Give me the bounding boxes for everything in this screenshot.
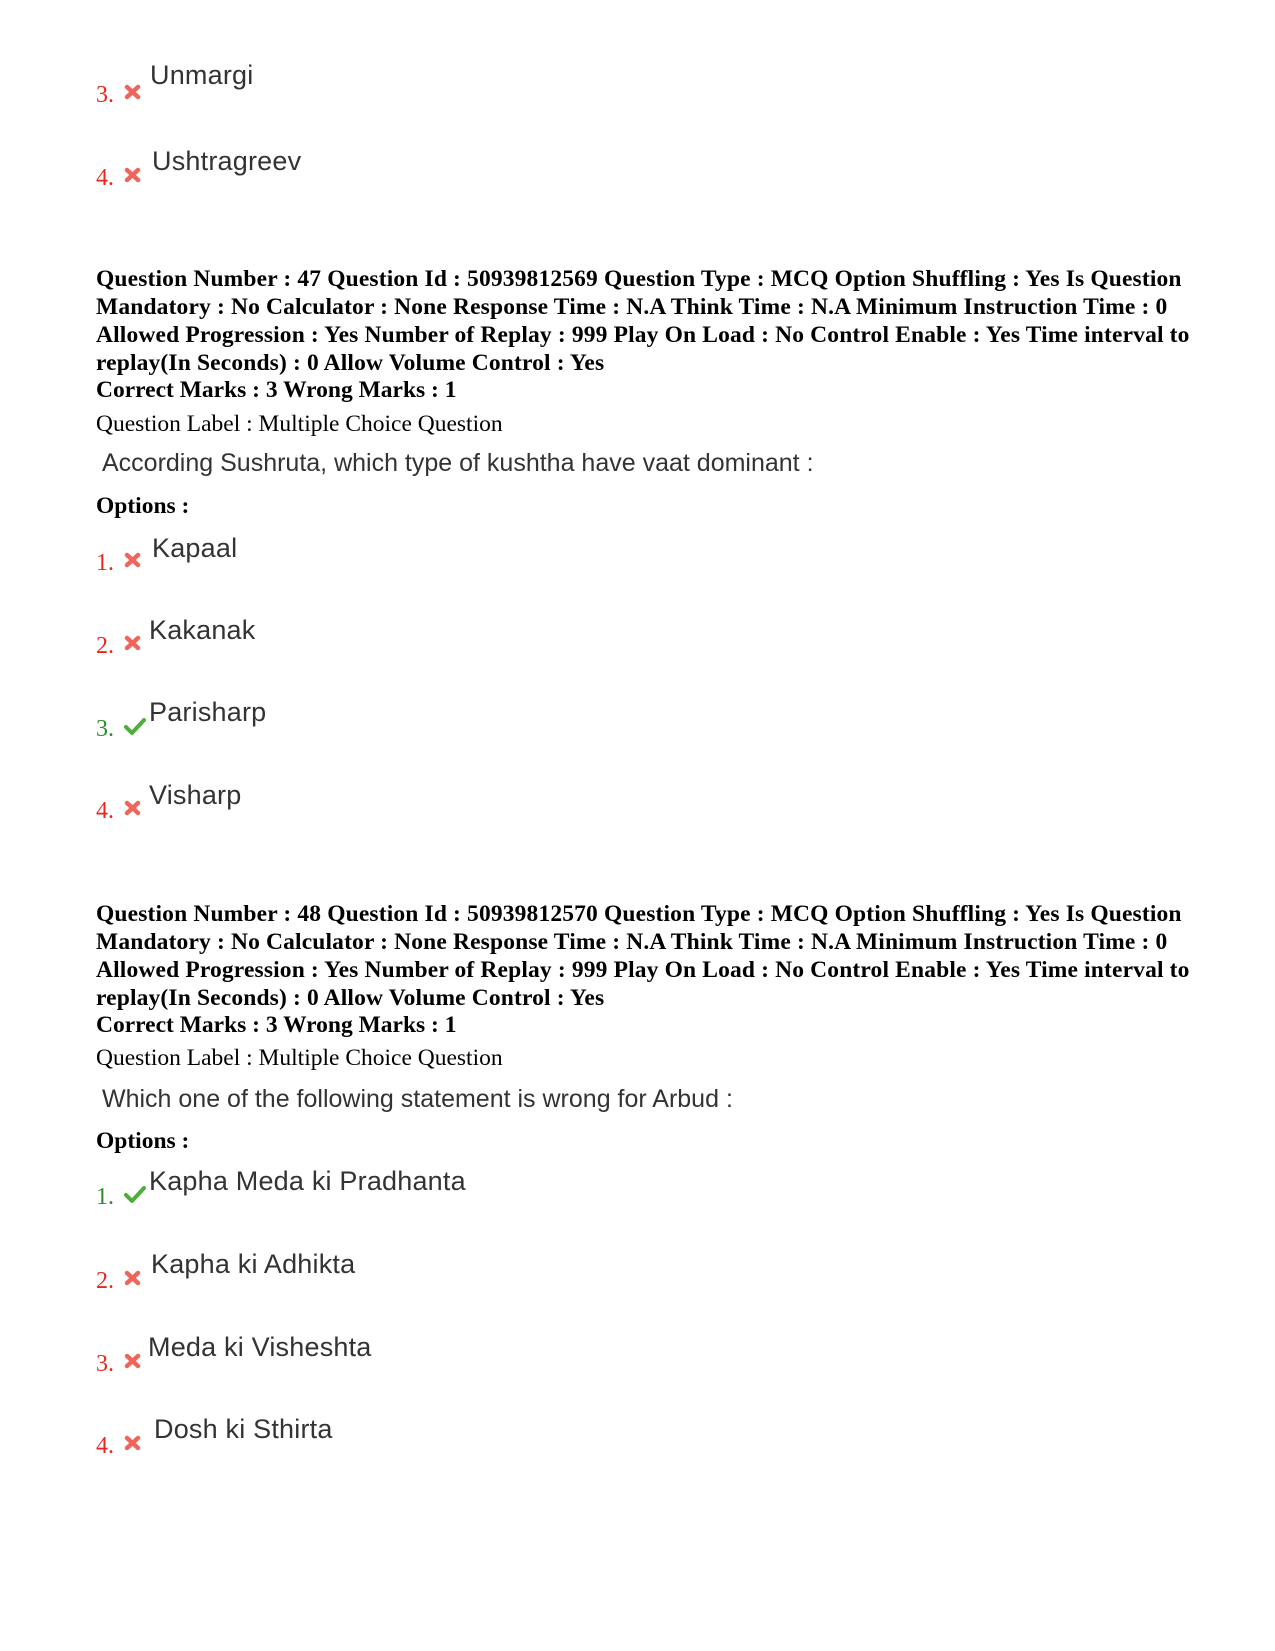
option-item [96, 780, 696, 830]
options-label: Options : [96, 493, 190, 519]
question-label: Question Label : Multiple Choice Question [96, 411, 503, 437]
option-text: Parisharp [149, 697, 267, 727]
option-number: 2. [96, 633, 114, 659]
cross-icon [123, 798, 143, 818]
option-item [96, 533, 696, 583]
option-item [96, 1332, 696, 1382]
cross-icon [123, 165, 143, 185]
option-text: Dosh ki Sthirta [154, 1414, 333, 1444]
option-text: Unmargi [150, 60, 254, 90]
option-text: Kapaal [152, 533, 238, 563]
option-item [96, 1249, 696, 1299]
option-text: Meda ki Visheshta [148, 1332, 372, 1362]
question-meta: Question Number : 48 Question Id : 50939812570 Question Type : MCQ Option Shuffling : Yes Is Question Mandatory : No Calculator : None Response Time : N.A Think Time : N.A Minimum Instruction Time : 0 Allowed Progression : Yes Number of Replay : 999 Play On Load : No Control Enable : Yes Time interval to replay(In Seconds) : 0 Allow Volume Control : Yes [96, 901, 1190, 1011]
check-icon [123, 1184, 147, 1204]
cross-icon [123, 1268, 143, 1288]
option-text: Kakanak [149, 615, 256, 645]
option-number: 1. [96, 1184, 114, 1210]
option-number: 3. [96, 82, 114, 108]
cross-icon [123, 82, 143, 102]
question-meta: Question Number : 47 Question Id : 50939812569 Question Type : MCQ Option Shuffling : Yes Is Question Mandatory : No Calculator : None Response Time : N.A Think Time : N.A Minimum Instruction Time : 0 Allowed Progression : Yes Number of Replay : 999 Play On Load : No Control Enable : Yes Time interval to replay(In Seconds) : 0 Allow Volume Control : Yes [96, 266, 1190, 376]
cross-icon [123, 550, 143, 570]
option-number: 4. [96, 165, 114, 191]
option-number: 3. [96, 716, 114, 742]
option-text: Kapha Meda ki Pradhanta [149, 1166, 466, 1196]
option-number: 1. [96, 550, 114, 576]
question-text: According Sushruta, which type of kushtha have vaat dominant : [102, 449, 814, 477]
option-number: 4. [96, 798, 114, 824]
option-text: Visharp [149, 780, 242, 810]
cross-icon [123, 1433, 143, 1453]
question-marks: Correct Marks : 3 Wrong Marks : 1 [96, 1012, 457, 1038]
question-text: Which one of the following statement is wrong for Arbud : [102, 1085, 733, 1113]
cross-icon [123, 1351, 143, 1371]
option-item [96, 143, 696, 193]
cross-icon [123, 633, 143, 653]
option-item [96, 697, 696, 747]
option-text: Ushtragreev [152, 146, 302, 176]
option-item [96, 1166, 696, 1216]
option-item [96, 1414, 696, 1464]
check-icon [123, 716, 147, 736]
option-item [96, 60, 696, 110]
option-text: Kapha ki Adhikta [151, 1249, 356, 1279]
question-label: Question Label : Multiple Choice Question [96, 1045, 503, 1071]
options-label: Options : [96, 1128, 190, 1154]
option-item [96, 615, 696, 665]
option-number: 4. [96, 1433, 114, 1459]
option-number: 2. [96, 1268, 114, 1294]
question-marks: Correct Marks : 3 Wrong Marks : 1 [96, 377, 457, 403]
option-number: 3. [96, 1351, 114, 1377]
